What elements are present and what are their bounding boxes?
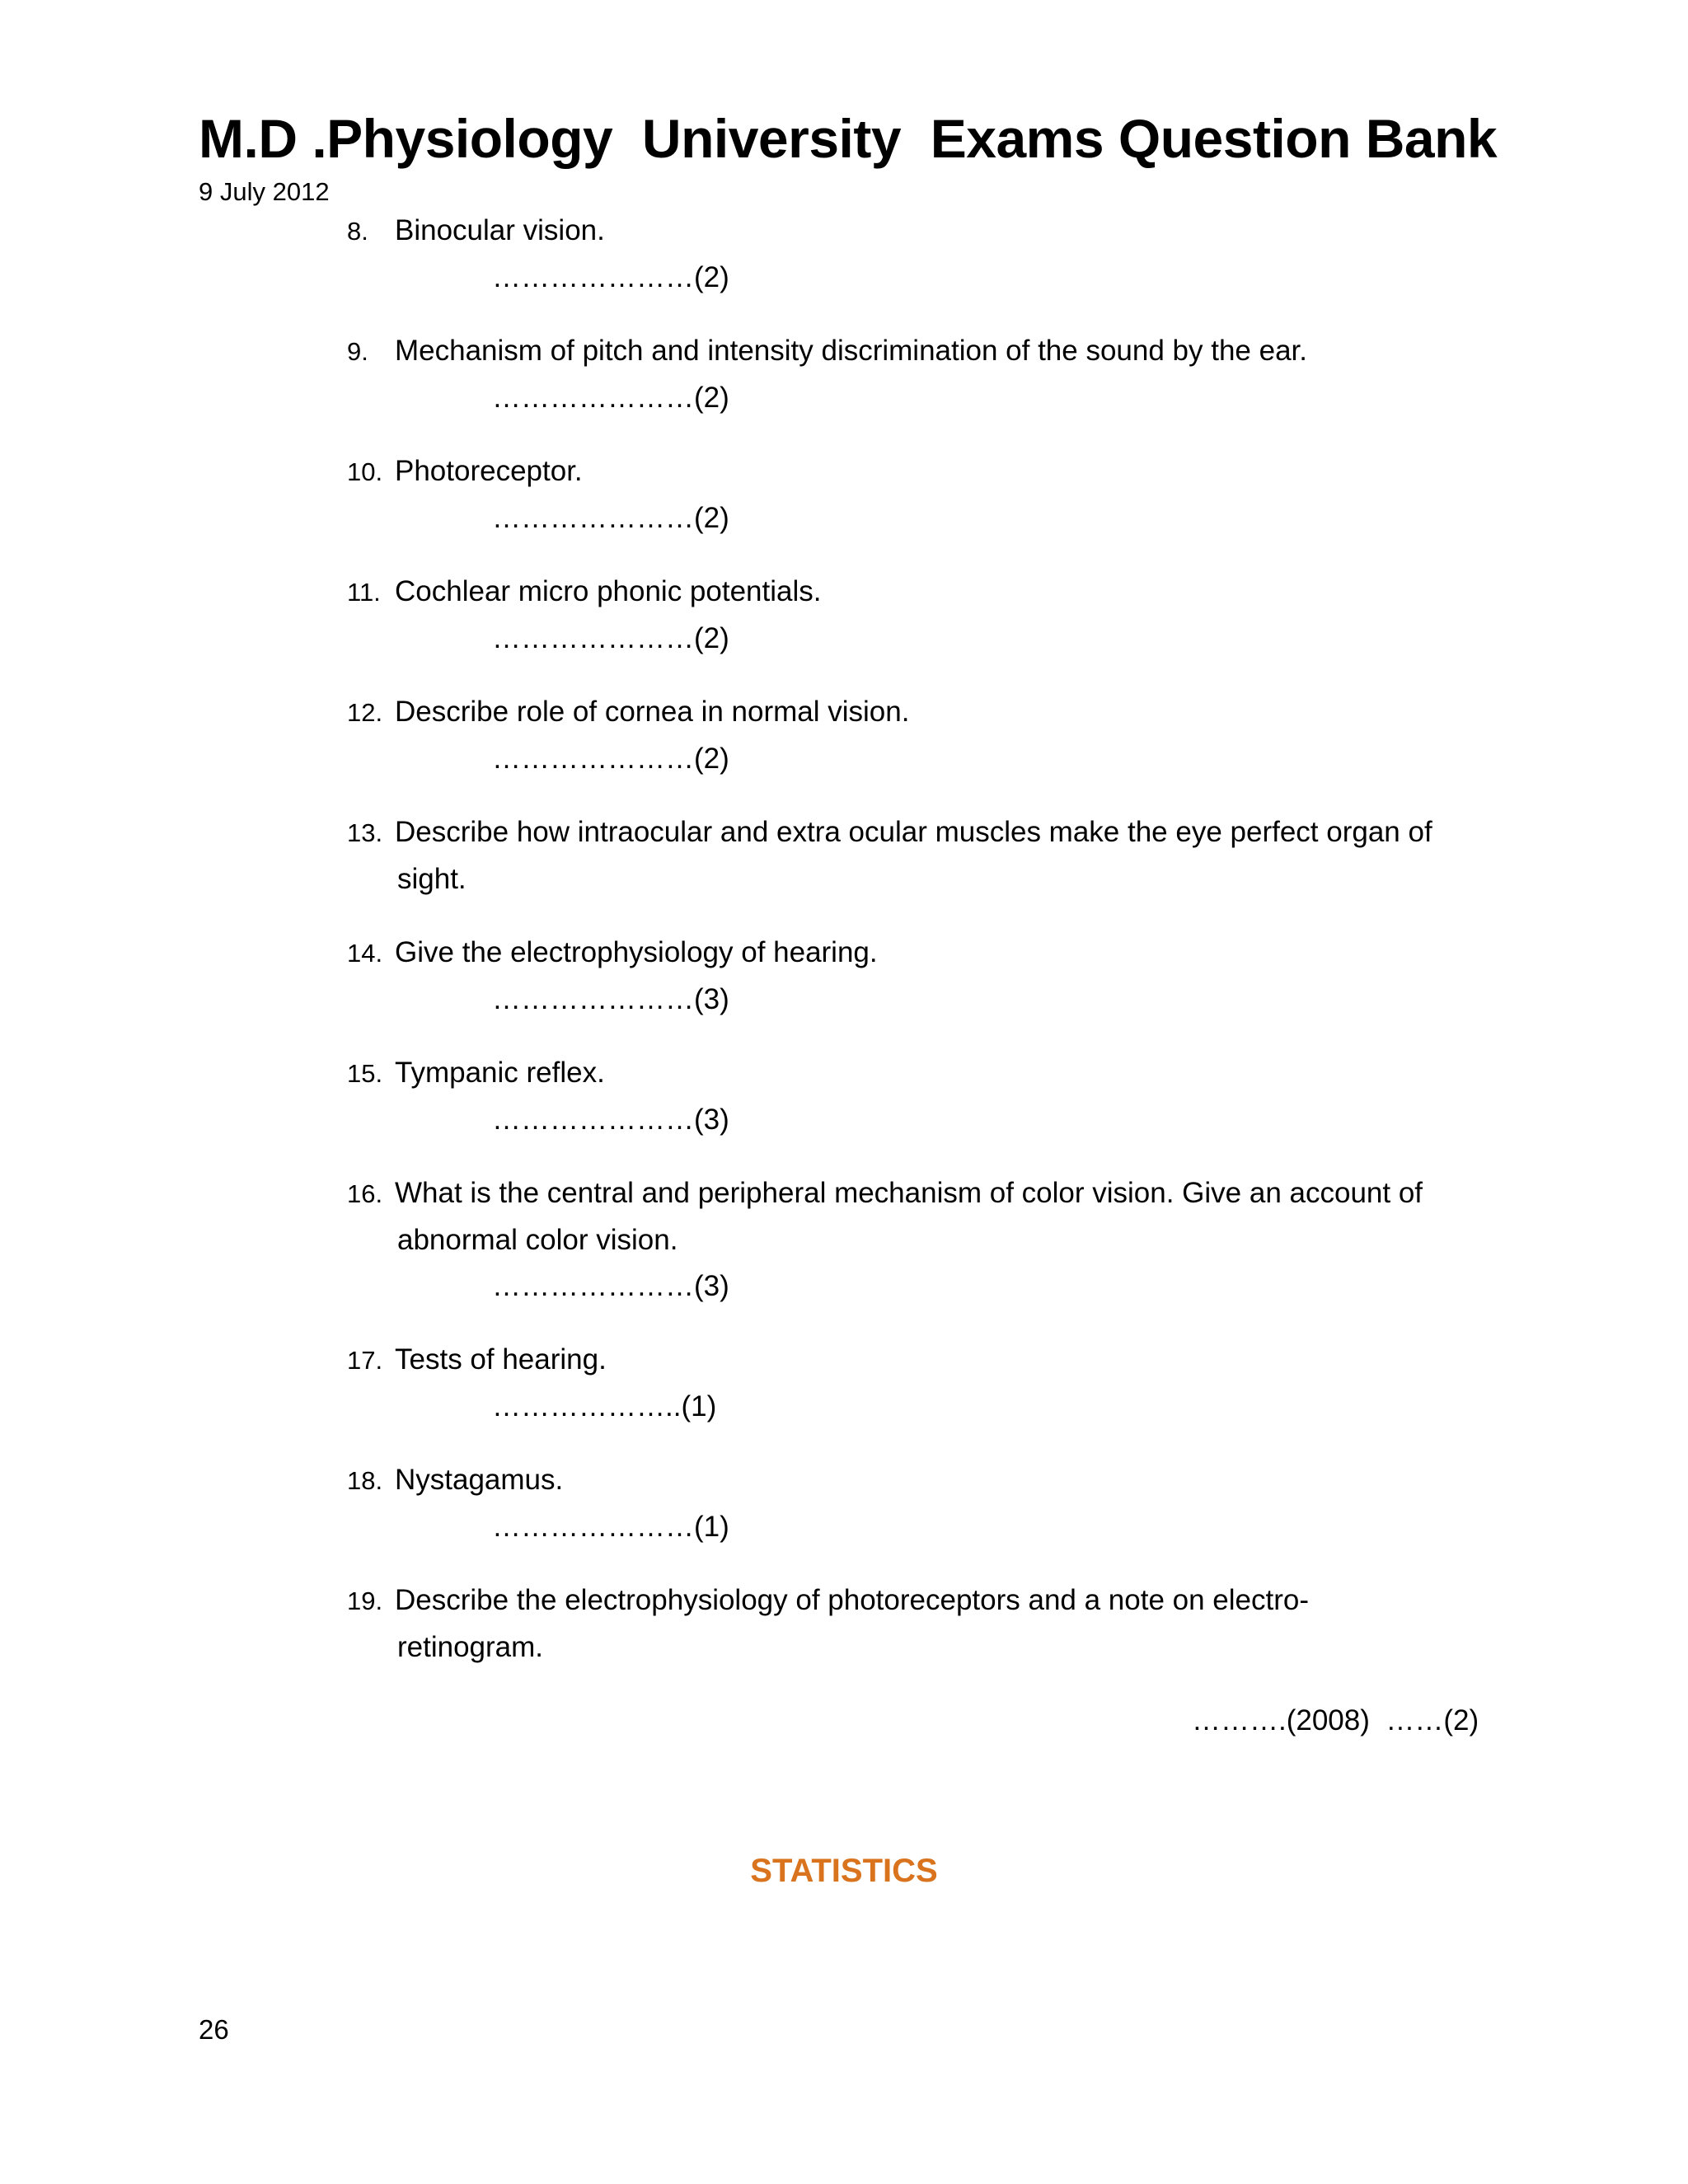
question-text-continuation: abnormal color vision. (397, 1224, 678, 1256)
question-text: Give the electrophysiology of hearing. (395, 936, 878, 968)
question-marks: …………………(1) (492, 1511, 729, 1543)
question-item (347, 1170, 1501, 1310)
question-number: 9. (347, 337, 368, 366)
question-text: Tests of hearing. (395, 1343, 607, 1376)
question-item (347, 1577, 1501, 1671)
question-text: Mechanism of pitch and intensity discrimination of the sound by the ear. (395, 335, 1307, 367)
question-item (347, 809, 1501, 902)
page-date: 9 July 2012 (199, 177, 330, 206)
question-number: 17. (347, 1346, 383, 1375)
question-number: 10. (347, 457, 383, 486)
question-item (347, 1337, 1501, 1430)
question-marks: …………………(2) (492, 261, 729, 293)
question-marks: ………………..(1) (492, 1390, 717, 1422)
question-text: Describe role of cornea in normal vision. (395, 696, 910, 728)
question-number: 8. (347, 217, 368, 246)
question-text: Binocular vision. (395, 214, 605, 246)
question-item (347, 208, 1501, 301)
question-number: 13. (347, 818, 383, 847)
page-title: M.D .Physiology University Exams Question Bank (199, 108, 1498, 169)
question-number: 16. (347, 1179, 383, 1208)
question-item (347, 448, 1501, 541)
question-text: What is the central and peripheral mechanism of color vision. Give an account of (395, 1177, 1423, 1209)
question-text: Cochlear micro phonic potentials. (395, 575, 822, 607)
question-number: 12. (347, 698, 383, 727)
question-text: Describe how intraocular and extra ocular muscles make the eye perfect organ of (395, 816, 1432, 848)
year-marks: ……….(2008) ……(2) (1192, 1704, 1479, 1736)
question-item (347, 328, 1501, 421)
section-heading: STATISTICS (750, 1853, 938, 1889)
question-number: 11. (347, 578, 381, 607)
question-marks: …………………(3) (492, 983, 729, 1015)
question-item (347, 1457, 1501, 1550)
question-text-continuation: sight. (397, 863, 467, 895)
question-text: Describe the electrophysiology of photoreceptors and a note on electro- (395, 1584, 1309, 1616)
question-marks: …………………(3) (492, 1270, 729, 1302)
page-number: 26 (199, 2014, 229, 2045)
question-number: 14. (347, 939, 383, 968)
question-item (347, 569, 1501, 662)
question-marks: …………………(2) (492, 382, 729, 414)
question-number: 19. (347, 1586, 383, 1615)
question-text: Photoreceptor. (395, 455, 583, 487)
question-marks: …………………(2) (492, 502, 729, 534)
question-marks: …………………(3) (492, 1104, 729, 1136)
question-item (347, 1050, 1501, 1143)
question-number: 18. (347, 1466, 383, 1495)
question-text: Nystagamus. (395, 1464, 564, 1496)
question-marks: …………………(2) (492, 622, 729, 654)
question-marks: …………………(2) (492, 743, 729, 775)
question-text: Tympanic reflex. (395, 1057, 605, 1089)
question-item (347, 689, 1501, 782)
question-number: 15. (347, 1059, 383, 1088)
question-item (347, 930, 1501, 1023)
question-text-continuation: retinogram. (397, 1631, 544, 1663)
